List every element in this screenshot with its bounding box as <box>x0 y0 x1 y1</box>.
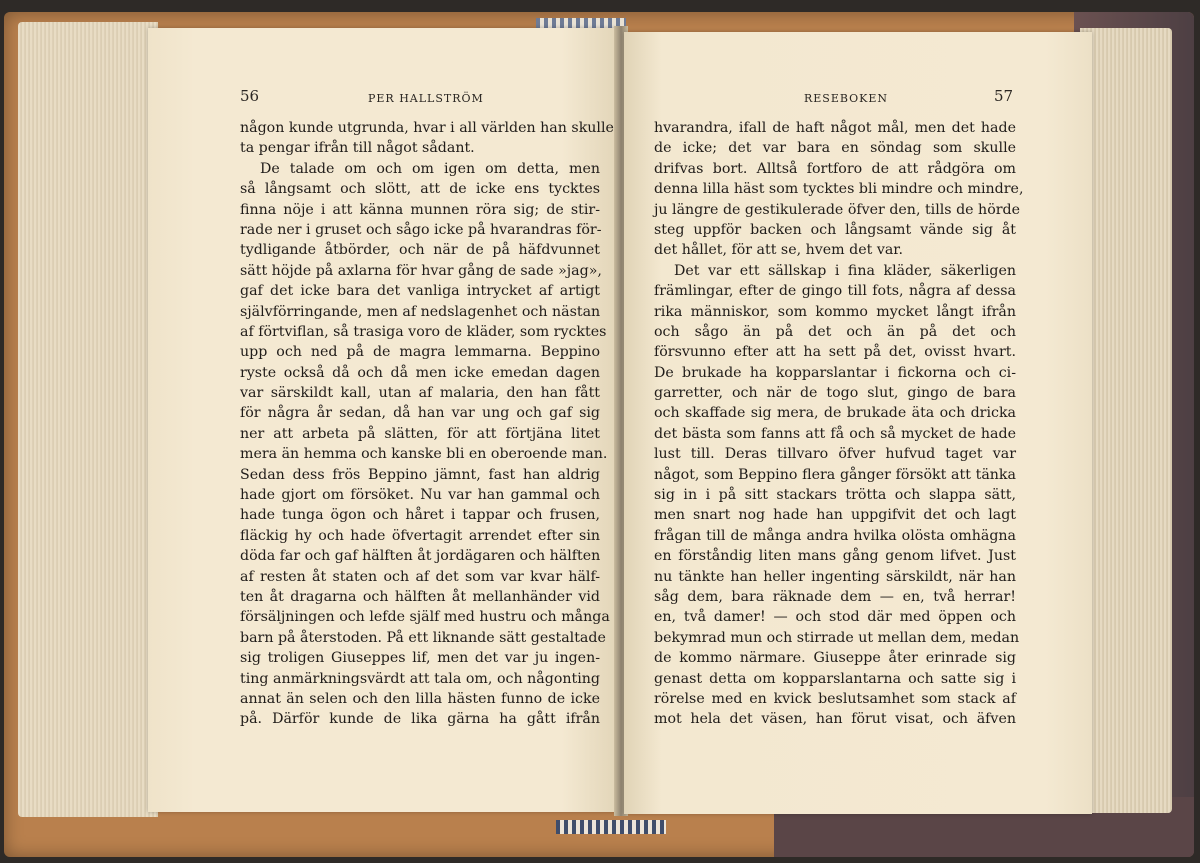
text-line: så långsamt och slött, att de icke ens tycktes <box>240 181 600 198</box>
text-line: ner att arbeta på slätten, för att förtjäna litet <box>240 425 600 442</box>
text-line: någon kunde utgrunda, hvar i all världen han skulle <box>240 120 614 136</box>
text-line: det bästa som fanns att få och så mycket de hade <box>654 425 1016 442</box>
text-line: var särskildt kall, utan af malaria, den han fått <box>240 385 600 402</box>
text-line: ta pengar ifrån till något sådant. <box>240 140 475 157</box>
text-line: det hållet, för att se, hvem det var. <box>654 242 904 259</box>
page-stack-right <box>1080 28 1172 813</box>
text-line: en förståndig liten mans gång genom lifvet. Just <box>654 548 1016 565</box>
text-line: de kommo närmare. Giuseppe åter erinrade sig <box>654 650 1016 667</box>
text-line: barn på återstoden. På ett liknande sätt gestaltade <box>240 629 606 646</box>
text-line: försäljningen och lefde själf med hustru och många <box>240 609 610 626</box>
text-line: De talade om och om igen om detta, men <box>260 160 600 177</box>
text-line: en, två damer! — och stod där med öppen och <box>654 609 1016 626</box>
text-line: steg uppför backen och långsamt vände sig åt <box>654 221 1016 238</box>
text-line: mot hela det väsen, han förut visat, och äfven <box>654 711 1016 728</box>
right-page-number: 57 <box>994 87 1014 105</box>
text-line: frågan till de många andra hvilka olösta omhägna <box>654 527 1016 544</box>
text-line: hvarandra, ifall de haft något mål, men det hade <box>654 120 1016 136</box>
text-line: rika människor, som kommo mycket långt ifrån <box>654 303 1016 320</box>
text-line: ryste också då och då men icke emedan dagen <box>240 364 600 381</box>
left-page <box>148 28 618 812</box>
text-line: försvunno efter att ha sett på det, ovisst hvart. <box>654 344 1016 361</box>
text-line: för några år sedan, då han var ung och gaf sig <box>240 405 600 422</box>
text-line: Sedan dess frös Beppino jämnt, fast han aldrig <box>240 466 600 483</box>
text-line: rörelse med en kvick beslutsamhet som stack af <box>654 690 1016 707</box>
text-line: denna lilla häst som tycktes bli mindre och mindre, <box>654 181 1024 198</box>
left-page-number: 56 <box>240 87 260 105</box>
text-line: ten åt dragarna och hälften åt mellanhänder vid <box>240 588 600 605</box>
binding-stitch-bottom <box>556 820 666 834</box>
text-line: döda far och gaf hälften åt jordägaren och hälften <box>240 548 601 565</box>
left-page-text <box>240 118 614 730</box>
text-line: och skaffade sig mera, de brukade äta och dricka <box>654 405 1016 422</box>
right-page-text <box>654 118 1024 730</box>
text-line: bekymrad mun och stirrade ut mellan dem, medan <box>654 629 1020 646</box>
text-line: upp och ned på de magra lemmarna. Beppino <box>240 344 600 361</box>
text-line: tydligande åtbörder, och när de på häfdvunnet <box>240 242 600 259</box>
right-running-head: RESEBOKEN <box>804 92 889 105</box>
right-page <box>624 32 1092 814</box>
binding-stitch-top <box>536 18 626 28</box>
text-line: sätt höjde på axlarna för hvar gång de sade »jag», <box>240 262 602 279</box>
text-line: ting anmärkningsvärdt att tala om, och någonting <box>240 670 600 687</box>
text-line: hade gjort om försöket. Nu var han gammal och <box>240 487 600 504</box>
text-line: genast detta om kopparslantarna och satte sig i <box>654 670 1016 687</box>
text-line: och sågo än på det och än på det och <box>654 323 1016 340</box>
text-line: fläckig hy och hade öfvertagit arrendet efter sin <box>240 527 600 544</box>
text-line: lust till. Deras tillvaro öfver hufvud taget var <box>654 446 1016 463</box>
text-line: sig troligen Giuseppes lif, men det var ju ingen- <box>240 650 600 667</box>
page-stack-left <box>18 22 158 817</box>
text-line: af resten åt staten och af det som var kvar hälf- <box>240 568 600 585</box>
text-line: gaf det icke bara det vanliga intrycket af artigt <box>240 283 600 300</box>
text-line: annat än selen och den lilla hästen funno de icke <box>240 690 600 707</box>
left-running-head: PER HALLSTRÖM <box>368 92 484 105</box>
text-line: ju längre de gestikulerade öfver den, tills de hörde <box>654 201 1020 218</box>
text-line: något, som Beppino flera gånger försökt att tänka <box>654 466 1016 483</box>
text-line: finna nöje i att känna munnen röra sig; de stir- <box>240 201 600 218</box>
text-line: på. Därför kunde de lika gärna ha gått ifrån <box>240 711 600 728</box>
text-line: rade ner i gruset och sågo icke på hvarandras för- <box>240 221 602 238</box>
text-line: såg dem, bara räknade dem — en, två herrar! <box>654 588 1016 605</box>
text-line: nu tänkte han heller ingenting särskildt, när han <box>654 568 1016 585</box>
text-line: självförringande, men af nedslagenhet och nästan <box>240 303 601 320</box>
text-line: drifvas bort. Alltså fortforo de att rådgöra om <box>654 160 1016 177</box>
text-line: Det var ett sällskap i fina kläder, säkerligen <box>674 262 1016 279</box>
text-line: mera än hemma och kanske bli en oberoende man. <box>240 446 608 463</box>
text-line: främlingar, efter de gingo till fots, några af dessa <box>654 283 1016 300</box>
text-line: de icke; det var bara en söndag som skulle <box>654 140 1016 157</box>
text-line: sig in i på sitt stackars trötta och slappa sätt, <box>654 487 1016 504</box>
text-line: af förtviflan, så trasiga voro de kläder, som rycktes <box>240 323 607 340</box>
text-line: garretter, och när de togo slut, gingo de bara <box>654 385 1016 402</box>
text-line: De brukade ha kopparslantar i fickorna och ci- <box>654 364 1016 381</box>
text-line: hade tunga ögon och håret i tappar och frusen, <box>240 507 600 524</box>
text-line: men snart nog hade han uppgifvit det och lagt <box>654 507 1016 524</box>
